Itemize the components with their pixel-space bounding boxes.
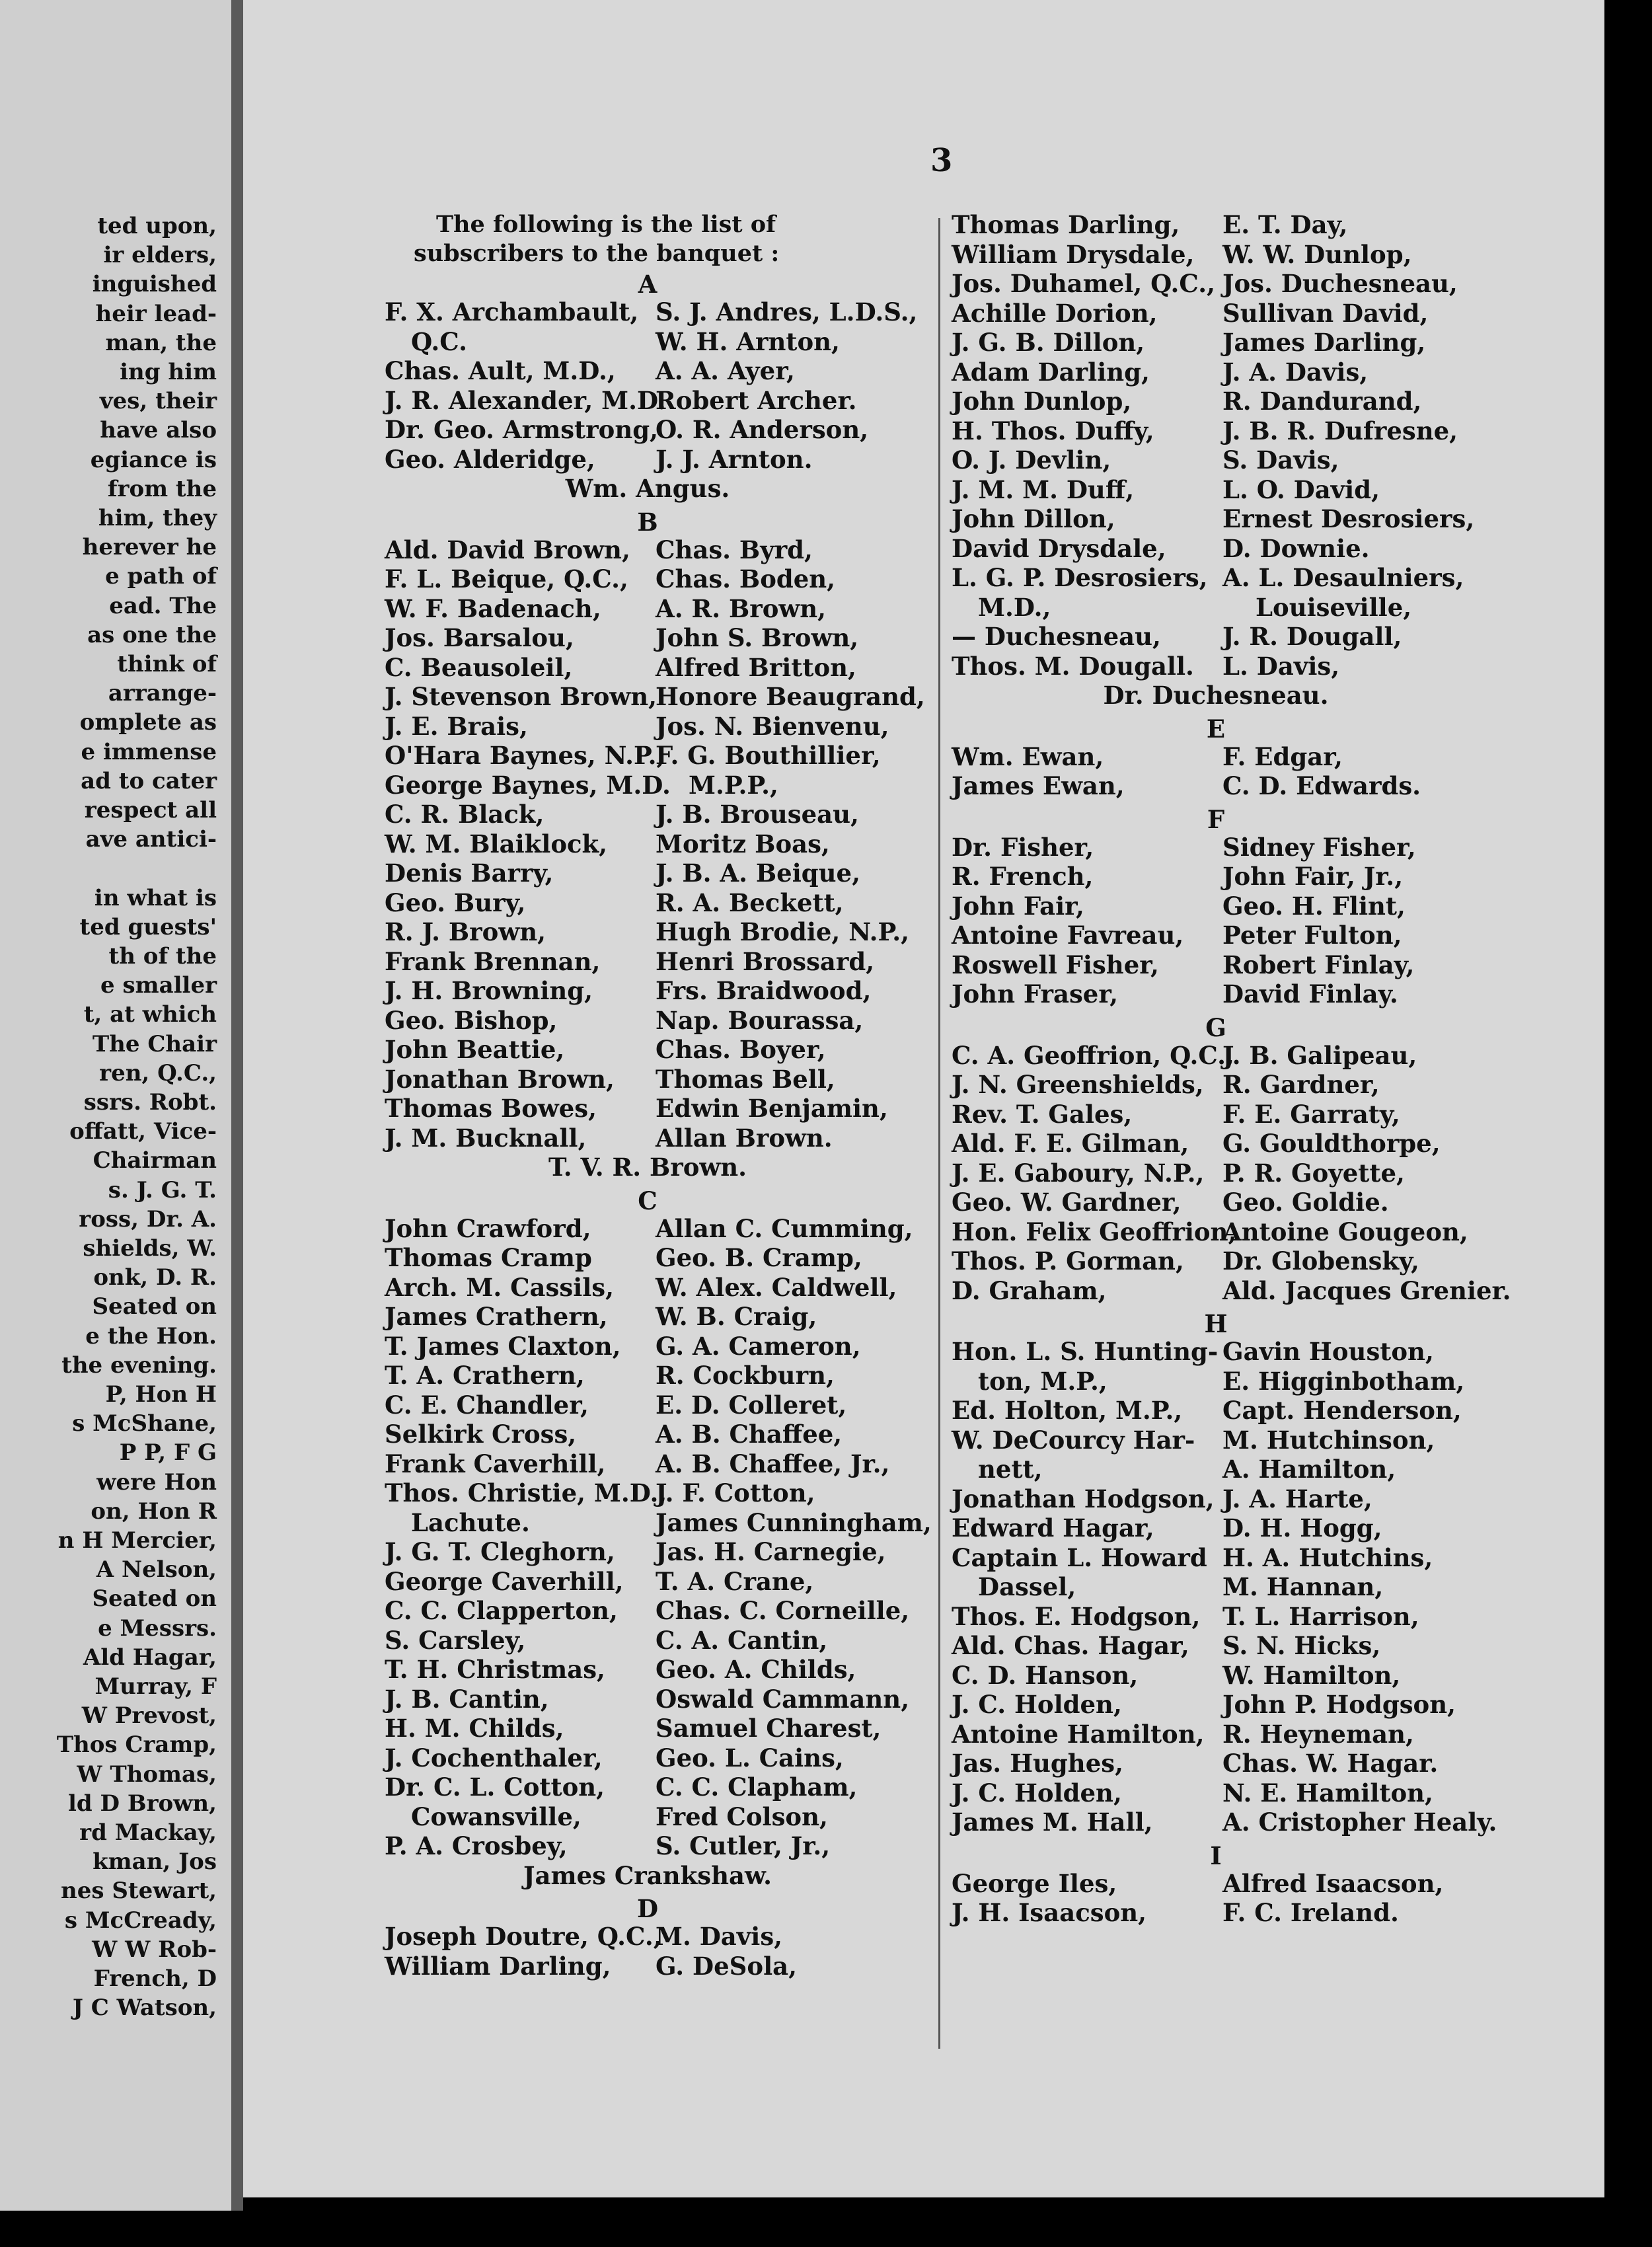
previous-page-text-line: man, the	[105, 329, 217, 356]
previous-page-text-line: on, Hon R	[91, 1498, 217, 1525]
subscriber-name: Jas. Hughes,	[952, 1749, 1123, 1778]
subscriber-name: T. A. Crane,	[656, 1566, 814, 1596]
subscriber-name: M. Davis,	[656, 1922, 783, 1951]
previous-page-text-line: th of the	[108, 943, 217, 970]
section-letter: G	[1205, 1012, 1226, 1042]
subscriber-name: Antoine Gougeon,	[1222, 1217, 1468, 1246]
subscriber-name: A. Cristopher Healy.	[1222, 1808, 1497, 1837]
subscriber-name: J. A. Harte,	[1222, 1484, 1372, 1513]
subscriber-name: M. Hutchinson,	[1222, 1425, 1435, 1455]
subscriber-name: H. A. Hutchins,	[1222, 1542, 1433, 1572]
subscriber-name: C. C. Clapperton,	[385, 1596, 618, 1625]
subscriber-name: Fred Colson,	[656, 1802, 828, 1831]
subscriber-name: S. Davis,	[1222, 445, 1339, 475]
subscriber-name: Ald. David Brown,	[385, 535, 630, 564]
previous-page-text-line: ross, Dr. A.	[79, 1205, 217, 1233]
previous-page-text-line: nes Stewart,	[61, 1878, 217, 1905]
previous-page-text-line: have also	[100, 417, 217, 444]
subscriber-name: Selkirk Cross,	[385, 1420, 577, 1449]
subscriber-name: W. Alex. Caldwell,	[656, 1272, 897, 1302]
subscriber-name: David Drysdale,	[952, 533, 1166, 563]
previous-page-text-line: s McCready,	[64, 1907, 217, 1934]
subscriber-name: Thos. P. Gorman,	[952, 1246, 1184, 1276]
previous-page-text-line: French, D	[93, 1965, 217, 1992]
subscriber-name: Wm. Ewan,	[952, 742, 1104, 771]
subscriber-name: George Iles,	[952, 1868, 1117, 1898]
previous-page-text-line: ing him	[120, 359, 217, 385]
subscriber-name: J. J. Arnton.	[656, 444, 813, 474]
previous-page-text-line: Thos Cramp,	[56, 1732, 217, 1759]
column-rule	[938, 218, 940, 2049]
subscriber-name: J. F. Cotton,	[656, 1478, 815, 1507]
subscriber-name: J. G. T. Cleghorn,	[385, 1537, 615, 1566]
previous-page-text-line: Chairman	[93, 1147, 217, 1174]
subscriber-name: D. Downie.	[1222, 533, 1370, 563]
subscriber-name: Frank Caverhill,	[385, 1449, 606, 1478]
previous-page-text-line: think of	[117, 651, 217, 677]
subscriber-name: ton, M.P.,	[978, 1366, 1108, 1396]
previous-page-text-line: onk, D. R.	[93, 1264, 217, 1291]
previous-page-text-line: from the	[107, 475, 217, 502]
subscriber-name: Hon. Felix Geoffrion,	[952, 1217, 1237, 1246]
previous-page-text-line: P, Hon H	[105, 1381, 217, 1408]
subscriber-name: Antoine Favreau,	[952, 921, 1184, 950]
subscriber-name: J. B. R. Dufresne,	[1222, 416, 1458, 445]
subscriber-name: J. B. Brouseau,	[656, 800, 859, 829]
previous-page-text-line: herever he	[82, 534, 217, 561]
subscriber-name: Honore Beaugrand,	[656, 682, 925, 711]
subscriber-name: F. L. Beique, Q.C.,	[385, 564, 628, 593]
previous-page-text-line: ir elders,	[103, 242, 217, 269]
subscriber-name: P. R. Goyette,	[1222, 1158, 1405, 1188]
previous-page-text-line: ren, Q.C.,	[99, 1059, 217, 1086]
subscriber-name: Jos. N. Bienvenu,	[656, 711, 889, 741]
previous-page-text-line: t, at which	[83, 1001, 217, 1028]
subscriber-name: C. D. Hanson,	[952, 1660, 1139, 1690]
subscriber-name: Hon. L. S. Hunting-	[952, 1337, 1219, 1366]
subscriber-name: M. Hannan,	[1222, 1572, 1384, 1601]
subscriber-name: George Baynes, M.D.	[385, 770, 671, 800]
subscriber-name: L. O. David,	[1222, 475, 1380, 504]
subscriber-name: H. M. Childs,	[385, 1714, 564, 1743]
previous-page-text-line: P P, F G	[119, 1439, 217, 1466]
subscriber-name: Denis Barry,	[385, 858, 554, 888]
subscriber-name: Nap. Bourassa,	[656, 1005, 864, 1035]
previous-page-text-line: rd Mackay,	[79, 1819, 217, 1846]
subscriber-name: W. H. Arnton,	[656, 326, 840, 356]
subscriber-name: — Duchesneau,	[952, 622, 1161, 651]
subscriber-name: A. B. Chaffee,	[656, 1420, 843, 1449]
subscriber-name: R. Gardner,	[1222, 1070, 1380, 1099]
subscriber-name: Jos. Duhamel, Q.C.,	[952, 269, 1215, 298]
subscriber-name: Thomas Bell,	[656, 1064, 835, 1094]
subscriber-name: R. J. Brown,	[385, 917, 546, 946]
previous-page-text-line: inguished	[92, 271, 217, 298]
previous-page-text-line: A Nelson,	[96, 1556, 217, 1583]
subscriber-name: Dr. Globensky,	[1222, 1246, 1419, 1276]
subscriber-name: Thomas Cramp	[385, 1243, 592, 1272]
subscriber-name: Louiseville,	[1256, 592, 1412, 622]
previous-page-text-line: offatt, Vice-	[69, 1118, 217, 1145]
subscriber-name: E. D. Colleret,	[656, 1390, 847, 1420]
subscriber-name: James M. Hall,	[952, 1808, 1153, 1837]
subscriber-name: O. J. Devlin,	[952, 445, 1111, 475]
previous-page-text-line: ted upon,	[97, 213, 217, 239]
subscriber-name: Peter Fulton,	[1222, 921, 1402, 950]
subscriber-name: C. A. Cantin,	[656, 1625, 828, 1655]
previous-page-text-line: the evening.	[61, 1352, 217, 1379]
subscriber-name: Rev. T. Gales,	[952, 1099, 1133, 1129]
previous-page-text-line: as one the	[87, 621, 217, 648]
subscriber-name: Arch. M. Cassils,	[385, 1272, 615, 1302]
subscriber-name: T. L. Harrison,	[1222, 1601, 1419, 1631]
previous-page-text-line: heir lead-	[95, 300, 217, 327]
subscriber-name: Ed. Holton, M.P.,	[952, 1396, 1183, 1425]
subscriber-name: J. G. B. Dillon,	[952, 328, 1145, 357]
subscriber-name: R. A. Beckett,	[656, 888, 844, 917]
subscriber-name: John Beattie,	[385, 1035, 565, 1064]
subscriber-name: S. Carsley,	[385, 1625, 526, 1655]
subscriber-name: Jas. H. Carnegie,	[656, 1537, 886, 1566]
previous-page-text-line: s. J. G. T.	[108, 1176, 217, 1203]
subscriber-name: John Dunlop,	[952, 387, 1132, 416]
previous-page-text-line: ves, their	[99, 388, 217, 415]
subscriber-name: W. B. Craig,	[656, 1302, 817, 1331]
subscriber-name: G. A. Cameron,	[656, 1331, 861, 1361]
previous-page-text-line: The Chair	[92, 1030, 217, 1057]
subscriber-name: G. DeSola,	[656, 1951, 797, 1981]
subscriber-name: A. Hamilton,	[1222, 1455, 1396, 1484]
subscriber-name: S. J. Andres, L.D.S.,	[656, 297, 918, 326]
subscriber-name: J. H. Isaacson,	[952, 1898, 1147, 1927]
subscriber-name: Antoine Hamilton,	[952, 1719, 1205, 1749]
subscriber-name: Frs. Braidwood,	[656, 976, 872, 1005]
section-letter: H	[1204, 1309, 1228, 1338]
subscriber-name: Jonathan Hodgson,	[952, 1484, 1215, 1513]
previous-page-text-line: e the Hon.	[85, 1322, 217, 1350]
subscriber-name: E. T. Day,	[1222, 210, 1348, 239]
previous-page-text-line: kman, Jos	[93, 1848, 217, 1876]
subscriber-name: A. L. Desaulniers,	[1222, 563, 1464, 592]
subscriber-name: J. Stevenson Brown,	[385, 682, 657, 711]
subscriber-name: N. E. Hamilton,	[1222, 1778, 1433, 1808]
subscriber-name: James Crathern,	[385, 1302, 608, 1331]
subscriber-name: E. Higginbotham,	[1222, 1366, 1465, 1396]
previous-page-text-line: ave antici-	[85, 826, 217, 853]
subscriber-name: Samuel Charest,	[656, 1714, 882, 1743]
subscriber-name: Jonathan Brown,	[385, 1064, 615, 1094]
subscriber-name: Geo. L. Cains,	[656, 1743, 844, 1772]
subscriber-name: Sullivan David,	[1222, 298, 1429, 328]
subscriber-name: John Fair, Jr.,	[1222, 862, 1404, 891]
subscriber-name: W. F. Badenach,	[385, 593, 601, 623]
subscriber-name: W. DeCourcy Har-	[952, 1425, 1195, 1455]
subscriber-name: Robert Finlay,	[1222, 950, 1415, 979]
subscriber-name: Thomas Bowes,	[385, 1094, 597, 1123]
previous-page-text-line: ted guests'	[79, 913, 217, 940]
subscriber-name: J. E. Gaboury, N.P.,	[952, 1158, 1205, 1188]
subscriber-name: O'Hara Baynes, N.P.,	[385, 741, 665, 770]
previous-page-text-line: Ald Hagar,	[83, 1644, 217, 1671]
previous-page-text-line: respect all	[84, 797, 217, 823]
subscriber-name: D. H. Hogg,	[1222, 1513, 1382, 1542]
previous-page-text-line: Murray, F	[94, 1673, 217, 1700]
subscriber-name: R. Heyneman,	[1222, 1719, 1414, 1749]
subscriber-name: J. M. Bucknall,	[385, 1123, 587, 1153]
subscriber-name: O. R. Anderson,	[656, 415, 869, 444]
subscriber-name: G. Gouldthorpe,	[1222, 1129, 1441, 1158]
subscriber-name: George Caverhill,	[385, 1566, 624, 1596]
previous-page-text-line: e immense	[81, 738, 217, 765]
subscriber-name: Achille Dorion,	[952, 298, 1158, 328]
subscriber-name: Geo. Goldie.	[1222, 1188, 1389, 1217]
subscriber-name: Sidney Fisher,	[1222, 832, 1416, 862]
centered-name: Dr. Duchesneau.	[1103, 681, 1329, 710]
previous-page-text-line: ssrs. Robt.	[83, 1089, 217, 1116]
subscriber-name: Geo. Alderidge,	[385, 444, 595, 474]
subscriber-name: Ald. F. E. Gilman,	[952, 1129, 1189, 1158]
subscriber-name: Adam Darling,	[952, 357, 1150, 387]
subscriber-name: W. Hamilton,	[1222, 1660, 1401, 1690]
section-letter: B	[637, 507, 658, 537]
subscriber-name: Chas. Boden,	[656, 564, 836, 593]
subscriber-name: Edward Hagar,	[952, 1513, 1154, 1542]
subscriber-name: T. James Claxton,	[385, 1331, 621, 1361]
section-letter: C	[638, 1186, 657, 1215]
subscriber-name: C. Beausoleil,	[385, 652, 573, 682]
subscriber-name: Geo. W. Gardner,	[952, 1188, 1182, 1217]
subscriber-name: Moritz Boas,	[656, 829, 830, 858]
subscriber-name: Cowansville,	[411, 1802, 582, 1831]
subscriber-name: David Finlay.	[1222, 979, 1398, 1009]
previous-page-text-line: shields, W.	[83, 1235, 217, 1262]
subscriber-name: John P. Hodgson,	[1222, 1690, 1456, 1719]
subscriber-name: John S. Brown,	[656, 623, 859, 652]
previous-page-text-line: egiance is	[90, 446, 217, 473]
subscriber-name: H. Thos. Duffy,	[952, 416, 1154, 445]
subscriber-name: Geo. Bishop,	[385, 1005, 558, 1035]
previous-page-text-line: in what is	[94, 884, 217, 911]
subscriber-name: Q.C.	[411, 326, 467, 356]
subscriber-name: R. Cockburn,	[656, 1361, 835, 1390]
subscriber-name: Frank Brennan,	[385, 946, 601, 976]
subscriber-name: Allan C. Cumming,	[656, 1213, 913, 1243]
subscriber-name: Alfred Britton,	[656, 652, 856, 682]
subscriber-name: Robert Archer.	[656, 385, 857, 415]
centered-name: Wm. Angus.	[565, 474, 730, 503]
subscriber-name: Roswell Fisher,	[952, 950, 1159, 979]
subscriber-name: J. Cochenthaler,	[385, 1743, 603, 1772]
subscriber-name: Ald. Chas. Hagar,	[952, 1631, 1189, 1660]
subscriber-name: S. Cutler, Jr.,	[656, 1831, 831, 1860]
subscriber-name: Jos. Barsalou,	[385, 623, 574, 652]
previous-page-text-line: arrange-	[108, 680, 217, 707]
subscriber-name: John Dillon,	[952, 504, 1115, 533]
subscriber-name: Thomas Darling,	[952, 210, 1180, 239]
subscriber-name: Dr. Fisher,	[952, 832, 1094, 862]
subscriber-name: Chas. Boyer,	[656, 1035, 826, 1064]
subscriber-name: J. A. Davis,	[1222, 357, 1369, 387]
previous-page-text-line: W W Rob-	[92, 1936, 217, 1963]
section-letter: I	[1210, 1841, 1222, 1870]
subscriber-name: Ernest Desrosiers,	[1222, 504, 1475, 533]
subscriber-name: James Darling,	[1222, 328, 1426, 357]
subscriber-name: Jos. Duchesneau,	[1222, 269, 1458, 298]
subscriber-name: F. X. Archambault,	[385, 297, 639, 326]
section-letter: F	[1207, 804, 1225, 834]
subscriber-name: C. A. Geoffrion, Q.C.,	[952, 1040, 1234, 1070]
subscriber-name: Hugh Brodie, N.P.,	[656, 917, 909, 946]
subscriber-name: C. D. Edwards.	[1222, 771, 1421, 800]
subscriber-name: J. M. M. Duff,	[952, 475, 1135, 504]
previous-page-text-line: e path of	[105, 563, 217, 590]
subscriber-name: Edwin Benjamin,	[656, 1094, 888, 1123]
subscriber-name: L. Davis,	[1222, 651, 1340, 681]
subscriber-name: Alfred Isaacson,	[1222, 1868, 1444, 1898]
subscriber-name: Henri Brossard,	[656, 946, 875, 976]
subscriber-name: Chas. Ault, M.D.,	[385, 356, 616, 385]
subscriber-name: James Ewan,	[952, 771, 1125, 800]
subscriber-name: John Crawford,	[385, 1213, 591, 1243]
centered-name: James Crankshaw.	[523, 1860, 772, 1890]
list-intro: The following is the list of subscribers to the banquet :	[414, 211, 780, 267]
subscriber-name: James Cunningham,	[656, 1507, 932, 1537]
previous-page-text-line: W Thomas,	[77, 1761, 217, 1788]
subscriber-name: J. E. Brais,	[385, 711, 528, 741]
previous-page-text-line: were Hon	[96, 1468, 217, 1496]
subscriber-name: D. Graham,	[952, 1276, 1107, 1305]
subscriber-name: F. Edgar,	[1222, 742, 1343, 771]
subscriber-name: M.P.P.,	[689, 770, 778, 800]
subscriber-name: W. W. Dunlop,	[1222, 239, 1412, 269]
subscriber-name: R. Dandurand,	[1222, 387, 1422, 416]
subscriber-name: A. B. Chaffee, Jr.,	[656, 1449, 890, 1478]
page-gutter	[231, 0, 243, 2211]
previous-page-text-line: ld D Brown,	[67, 1790, 217, 1817]
subscriber-name: J. C. Holden,	[952, 1778, 1122, 1808]
section-letter: E	[1206, 714, 1226, 743]
document-page	[243, 0, 1604, 2197]
subscriber-name: F. E. Garraty,	[1222, 1099, 1400, 1129]
subscriber-name: C. R. Black,	[385, 800, 544, 829]
subscriber-name: C. C. Clapham,	[656, 1772, 858, 1802]
subscriber-name: P. A. Crosbey,	[385, 1831, 568, 1860]
subscriber-name: J. H. Browning,	[385, 976, 593, 1005]
subscriber-name: nett,	[978, 1455, 1043, 1484]
subscriber-name: C. E. Chandler,	[385, 1390, 589, 1420]
subscriber-name: Geo. H. Flint,	[1222, 891, 1406, 921]
section-letter: D	[636, 1894, 659, 1923]
subscriber-name: Dr. C. L. Cotton,	[385, 1772, 605, 1802]
previous-page-text-line: ad to cater	[81, 767, 217, 794]
subscriber-name: J. R. Dougall,	[1222, 622, 1402, 651]
subscriber-name: F. G. Bouthillier,	[656, 741, 881, 770]
subscriber-name: M.D.,	[978, 592, 1051, 622]
subscriber-name: Chas. Byrd,	[656, 535, 813, 564]
page-number: 3	[930, 142, 953, 179]
subscriber-name: Capt. Henderson,	[1222, 1396, 1462, 1425]
subscriber-name: L. G. P. Desrosiers,	[952, 563, 1208, 592]
subscriber-name: Thos. M. Dougall.	[952, 651, 1194, 681]
subscriber-name: Thos. Christie, M.D.,	[385, 1478, 667, 1507]
subscriber-name: J. R. Alexander, M.D.	[385, 385, 666, 415]
subscriber-name: A. A. Ayer,	[656, 356, 795, 385]
subscriber-name: T. H. Christmas,	[385, 1655, 605, 1684]
previous-page-text-line: e smaller	[100, 972, 217, 999]
subscriber-name: Ald. Jacques Grenier.	[1222, 1276, 1511, 1305]
subscriber-name: Captain L. Howard	[952, 1542, 1207, 1572]
centered-name: T. V. R. Brown.	[548, 1153, 747, 1182]
previous-page-text-line: him, they	[98, 505, 217, 531]
previous-page-text-line: J C Watson,	[72, 1995, 217, 2022]
subscriber-name: Thos. E. Hodgson,	[952, 1601, 1201, 1631]
subscriber-name: Geo. A. Childs,	[656, 1655, 856, 1684]
subscriber-name: W. M. Blaiklock,	[385, 829, 608, 858]
previous-page-text-line: e Messrs.	[98, 1615, 217, 1642]
subscriber-name: A. R. Brown,	[656, 593, 827, 623]
previous-page-text-line: s McShane,	[72, 1410, 217, 1437]
subscriber-name: J. B. Cantin,	[385, 1684, 549, 1714]
subscriber-name: J. B. A. Beique,	[656, 858, 860, 888]
subscriber-name: Chas. C. Corneille,	[656, 1596, 910, 1625]
section-letter: A	[638, 270, 657, 299]
subscriber-name: J. N. Greenshields,	[952, 1070, 1204, 1099]
previous-page-text-line: ead. The	[109, 592, 217, 619]
subscriber-name: T. A. Crathern,	[385, 1361, 585, 1390]
subscriber-name: Geo. B. Cramp,	[656, 1243, 862, 1272]
subscriber-name: S. N. Hicks,	[1222, 1631, 1381, 1660]
subscriber-name: R. French,	[952, 862, 1094, 891]
subscriber-name: John Fair,	[952, 891, 1084, 921]
subscriber-name: John Fraser,	[952, 979, 1119, 1009]
subscriber-name: Dr. Geo. Armstrong,	[385, 415, 658, 444]
previous-page-text-line: Seated on	[92, 1585, 217, 1613]
previous-page-text-line: n H Mercier,	[57, 1527, 217, 1554]
subscriber-name: Joseph Doutre, Q.C.,	[385, 1922, 662, 1951]
previous-page-strip	[0, 0, 231, 2211]
subscriber-name: Gavin Houston,	[1222, 1337, 1434, 1366]
subscriber-name: Oswald Cammann,	[656, 1684, 910, 1714]
subscriber-name: Dassel,	[978, 1572, 1076, 1601]
subscriber-name: William Darling,	[385, 1951, 611, 1981]
previous-page-text-line: omplete as	[79, 709, 217, 736]
subscriber-name: J. C. Holden,	[952, 1690, 1122, 1719]
subscriber-name: Allan Brown.	[656, 1123, 833, 1153]
subscriber-name: William Drysdale,	[952, 239, 1195, 269]
subscriber-name: F. C. Ireland.	[1222, 1898, 1399, 1927]
subscriber-name: Lachute.	[411, 1507, 530, 1537]
subscriber-name: Geo. Bury,	[385, 888, 526, 917]
previous-page-text-line: W Prevost,	[81, 1702, 217, 1730]
subscriber-name: J. B. Galipeau,	[1222, 1040, 1417, 1070]
subscriber-name: Chas. W. Hagar.	[1222, 1749, 1439, 1778]
previous-page-text-line: Seated on	[92, 1293, 217, 1320]
